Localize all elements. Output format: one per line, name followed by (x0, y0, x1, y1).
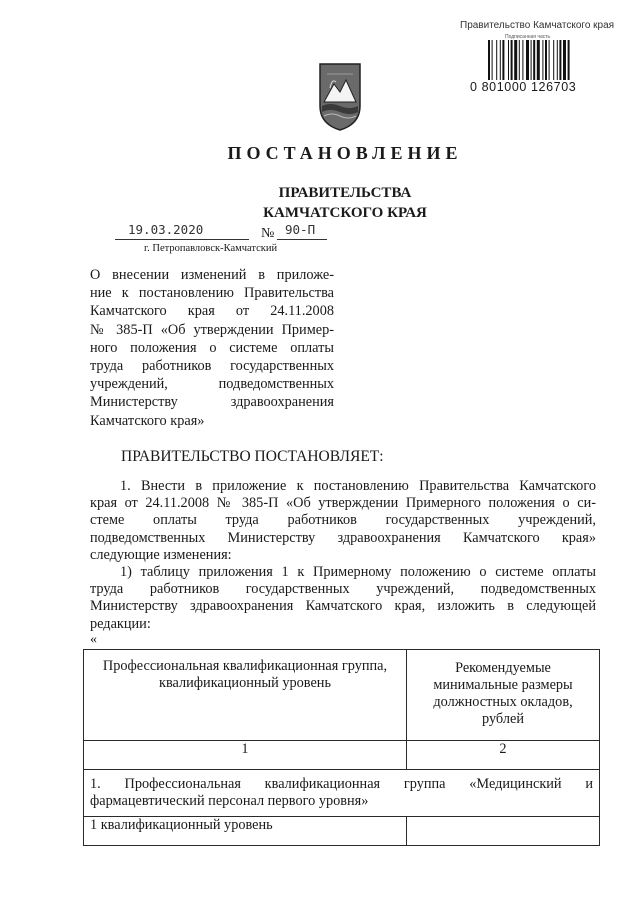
number-underline (277, 239, 327, 240)
barcode-number: 0 801000 126703 (470, 80, 577, 94)
number-sign: № (261, 226, 275, 241)
paragraph-line: 1) таблицу приложения 1 к Примерному положению о системе оплаты (120, 564, 596, 580)
paragraph-line: Министерству здравоохранения Камчатского края, изложить в следующей (90, 598, 596, 615)
table-group-row (84, 770, 600, 817)
about-line: ние к постановлению Правительства (90, 285, 334, 302)
table-cell: 2 (407, 741, 600, 770)
subtitle-line: ПРАВИТЕЛЬСТВА (278, 185, 412, 201)
document-title: ПОСТАНОВЛЕНИЕ (227, 143, 463, 163)
about-line: Министерству здравоохранения (90, 394, 334, 411)
paragraph-line: 1. Внести в приложение к постановлению Правительства Камчатского (120, 478, 596, 494)
document-about (90, 266, 334, 430)
table-cell: 1 (84, 741, 407, 770)
about-line: Камчатского края от 24.11.2008 (90, 303, 334, 320)
document-number: 90-П (285, 222, 316, 237)
paragraph-line: редакции: (90, 615, 151, 632)
table-header-cell: Профессиональная квалификационная группа, квалификационный уровень (84, 650, 407, 741)
paragraph-line: подведомственных Министерству здравоохранения Камчатского края» (90, 529, 596, 546)
paragraph-line: труда работников государственных учреждений, подведомственных (90, 581, 596, 598)
opening-quote: « (90, 632, 97, 647)
about-line: ного положения о системе оплаты (90, 339, 334, 356)
paragraph-line: стеме оплаты труда работников государственных учреждений, (90, 512, 596, 529)
about-line: труда работников государственных (90, 358, 334, 375)
salary-table (83, 649, 600, 846)
table-group-cell (84, 770, 600, 817)
paragraph-line: следующие изменения: (90, 546, 232, 563)
group-line: фармацевтический персонал первого уровня» (90, 793, 369, 809)
date-underline (115, 239, 249, 240)
document-date: 19.03.2020 (128, 222, 204, 237)
document-city: г. Петропавловск-Камчатский (144, 243, 278, 254)
resolution-heading: ПРАВИТЕЛЬСТВО ПОСТАНОВЛЯЕТ: (121, 448, 384, 465)
about-line: учреждений, подведомственных (90, 376, 334, 393)
table-number-row (84, 741, 600, 770)
table-cell: 1 квалификационный уровень (84, 817, 407, 846)
about-line: № 385-П «Об утверждении Пример- (90, 321, 334, 338)
about-line: О внесении изменений в приложе- (90, 267, 334, 283)
stamp-organization: Правительство Камчатского края (460, 20, 615, 31)
table-header-cell: Рекомендуемые минимальные размеры должностных окладов, рублей (407, 650, 600, 741)
document-subtitle (0, 183, 640, 223)
group-line: 1. Профессиональная квалификационная группа «Медицинский и (90, 776, 593, 792)
paragraph-line: края от 24.11.2008 № 385-П «Об утверждении Примерного положения о си- (90, 495, 596, 512)
table-row (84, 817, 600, 846)
table-cell (407, 817, 600, 846)
paragraph-1 (90, 478, 596, 564)
table-header-row (84, 650, 600, 741)
coat-of-arms-emblem (318, 62, 362, 132)
barcode-image (488, 40, 606, 82)
stamp-part-label: Подписанная часть (505, 34, 551, 40)
paragraph-2 (90, 564, 596, 633)
subtitle-line: КАМЧАТСКОГО КРАЯ (263, 205, 427, 221)
about-line: Камчатского края» (90, 412, 205, 429)
